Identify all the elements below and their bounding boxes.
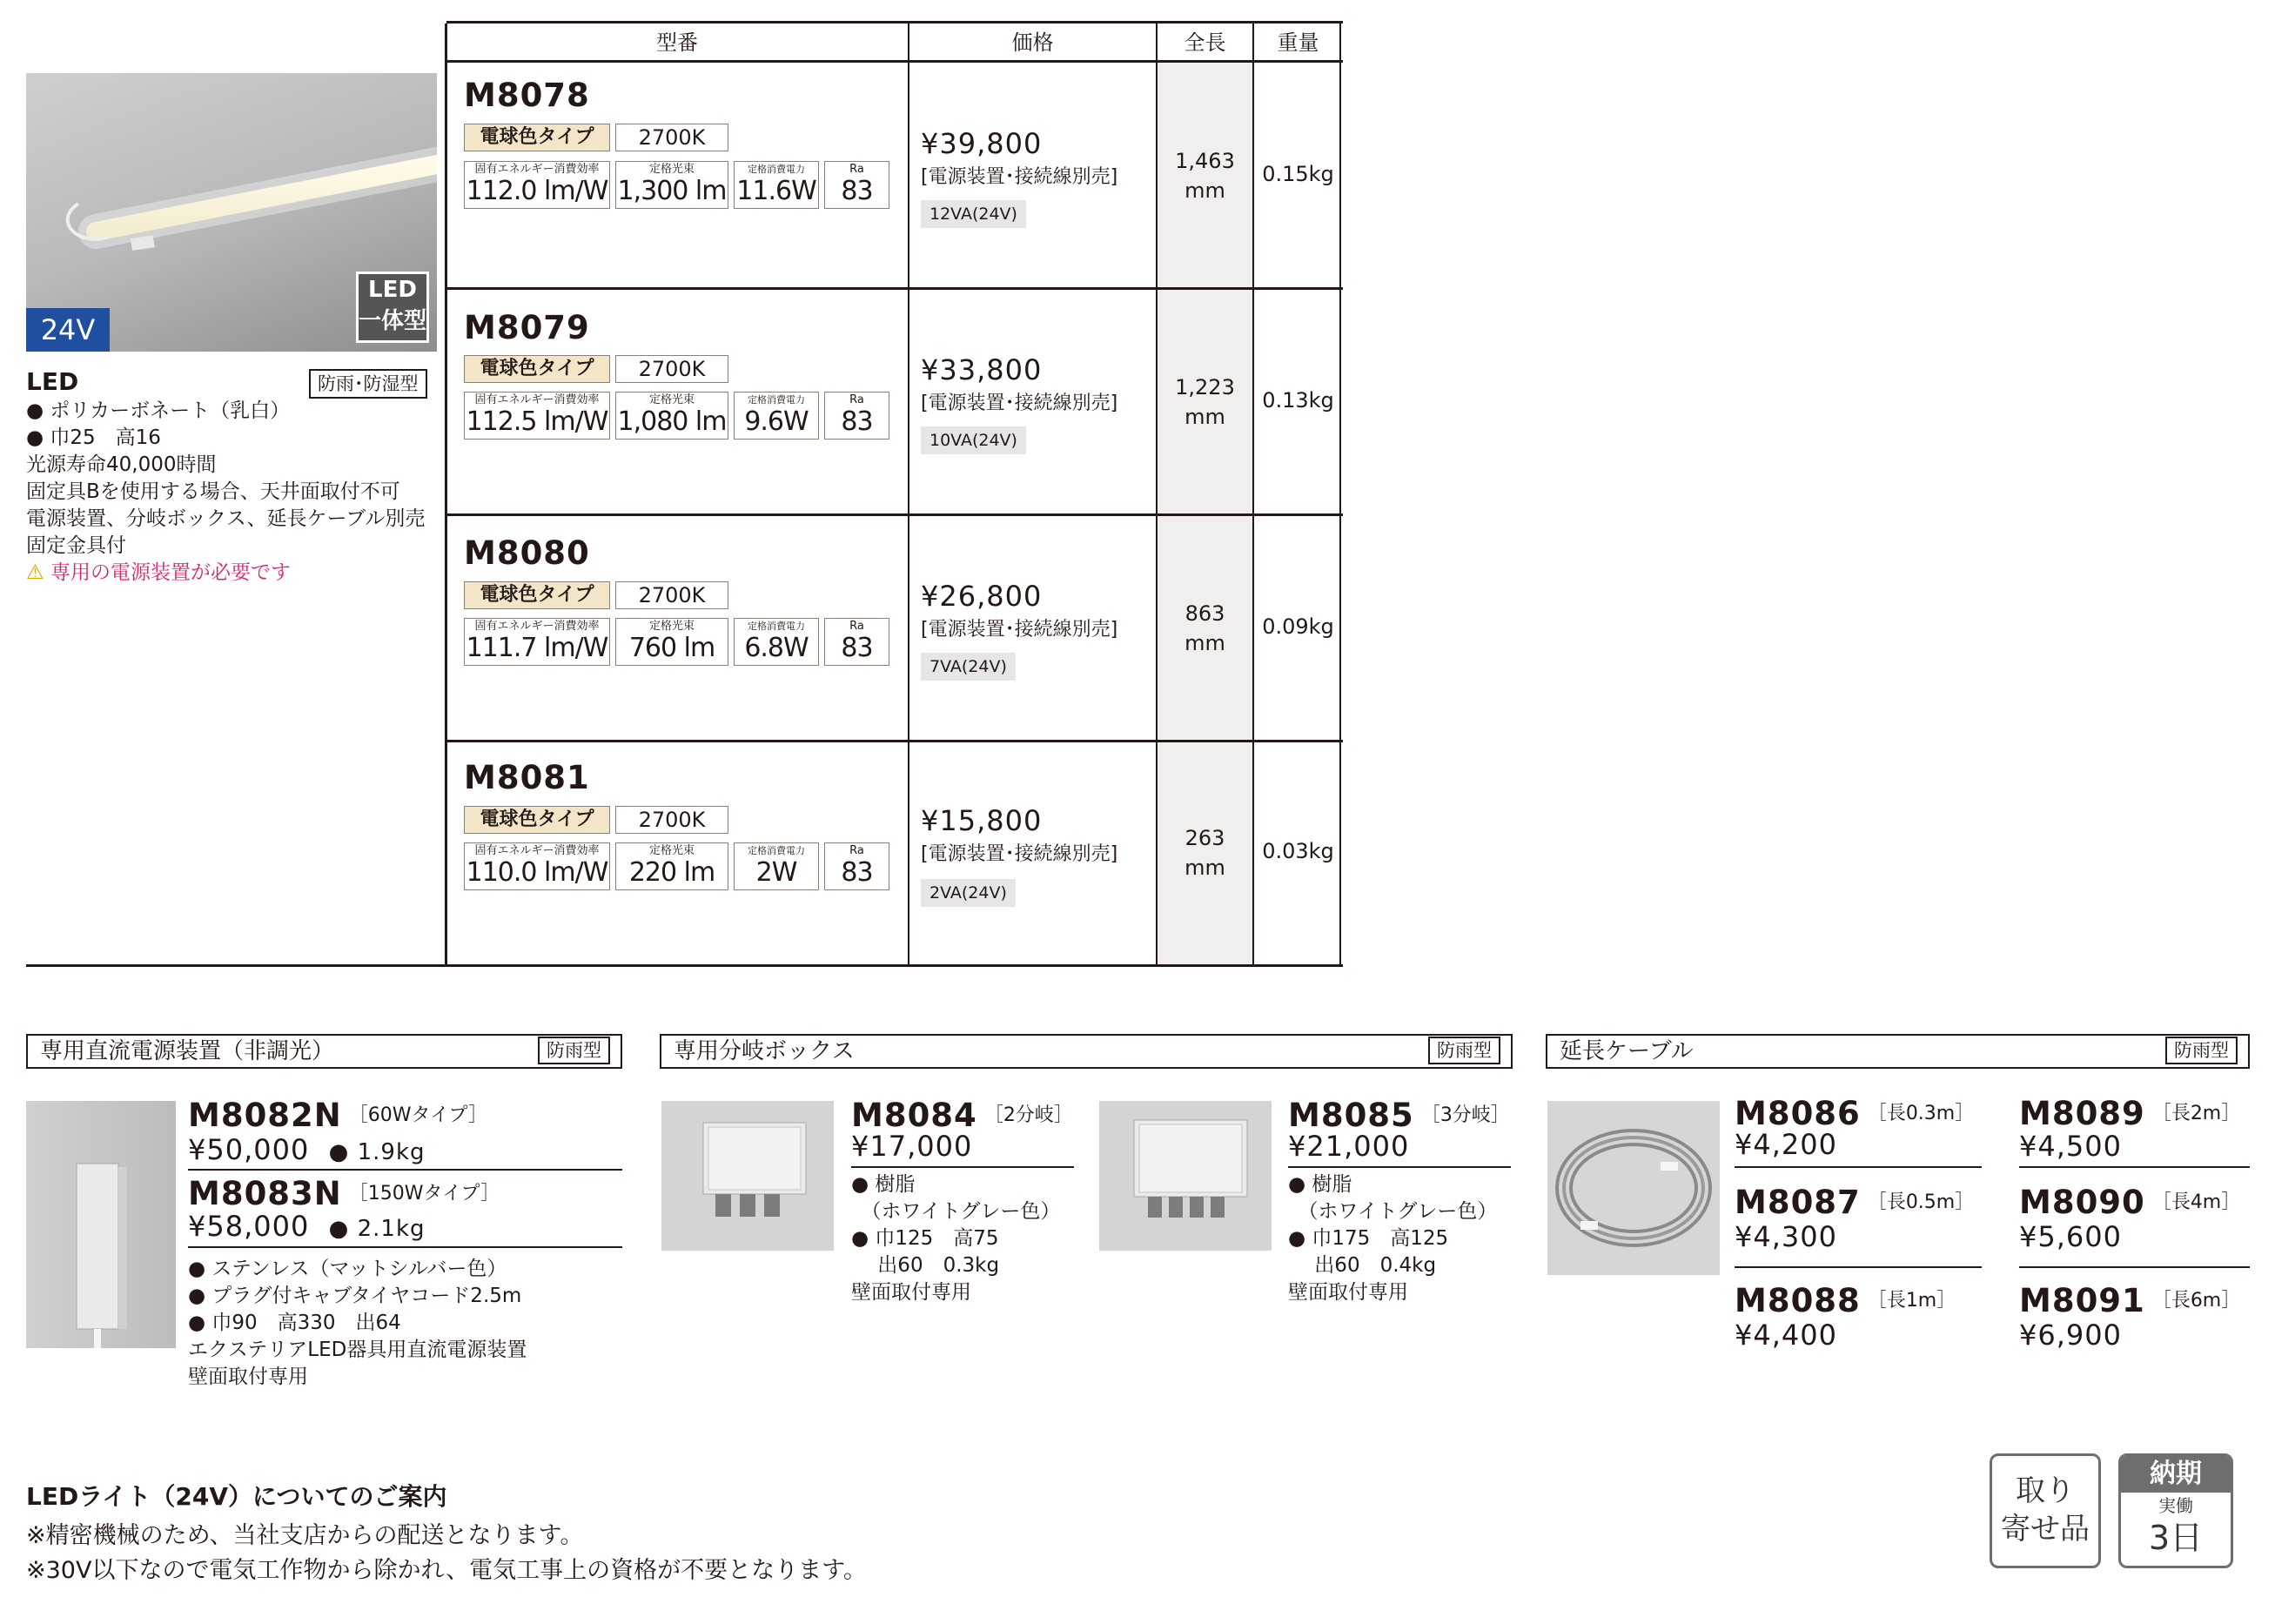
flux-value: 1,080 lm [617, 406, 727, 437]
accessory-price-line [188, 1210, 426, 1243]
section-title: 専用直流電源装置（非調光） [40, 1038, 335, 1064]
ra-value: 83 [841, 633, 873, 663]
product-spec-line: ● ポリカーボネート（乳白） [26, 399, 291, 422]
header-length: 全長 [1184, 30, 1226, 55]
power-box [734, 161, 819, 209]
warning-note [26, 560, 291, 587]
waterproof-tag: 防雨型 [1428, 1037, 1500, 1064]
accessory-model [1735, 1184, 1974, 1221]
flux-box [615, 618, 728, 666]
divider [851, 1166, 1074, 1168]
power-box [734, 842, 819, 890]
branch-box-header [660, 1034, 1513, 1069]
color-temp-badge: 2700K [615, 355, 728, 383]
accessory-model [1288, 1097, 1510, 1134]
accessory-model [188, 1097, 487, 1134]
flux-box [615, 161, 728, 209]
accessory-model [2019, 1184, 2240, 1221]
power-box [734, 618, 819, 666]
header-price: 価格 [1011, 30, 1054, 55]
branch-box-photo [1099, 1101, 1272, 1251]
price-note: [電源装置･接続線別売] [921, 619, 1118, 641]
model-sub: ［60Wタイプ］ [348, 1104, 488, 1126]
ra-label: Ra [849, 163, 864, 176]
weight-value: 0.03kg [1262, 839, 1334, 863]
power-value: 9.6W [744, 406, 809, 437]
ra-label: Ra [849, 844, 864, 857]
row-separator [446, 513, 1343, 516]
ra-box [824, 842, 889, 890]
accessory-model [2019, 1282, 2240, 1319]
price: ¥4,400 [1735, 1319, 1837, 1352]
price: ¥15,800 [921, 804, 1043, 837]
price: ¥21,000 [1288, 1130, 1410, 1163]
divider [1735, 1166, 1982, 1168]
cable-photo [1547, 1101, 1720, 1275]
power-supply-illustration [26, 1101, 176, 1348]
efficiency-label: 固有エネルギー消費効率 [474, 393, 600, 406]
footer-note: ※精密機械のため、当社支店からの配送となります。 [26, 1522, 584, 1549]
warning-text: 専用の電源装置が必要です [50, 561, 291, 584]
power-label: 定格消費電力 [748, 164, 805, 175]
efficiency-value: 112.0 lm/W [466, 176, 608, 206]
divider [188, 1169, 622, 1171]
price-note: [電源装置･接続線別売] [921, 843, 1118, 865]
led-badge-line1: LED [368, 277, 417, 303]
accessory-model [851, 1097, 1073, 1134]
header-weight: 重量 [1277, 30, 1319, 55]
length-value [1157, 599, 1253, 658]
row-separator [446, 287, 1343, 290]
power-box [734, 392, 819, 440]
color-temp-badge: 2700K [615, 581, 728, 609]
coiled-cable-illustration [1547, 1101, 1720, 1275]
power-value: 2W [755, 857, 797, 888]
model-number: M8088 [1735, 1282, 1861, 1319]
model-number: M8086 [1735, 1095, 1861, 1132]
flux-label: 定格光束 [648, 163, 695, 176]
efficiency-label: 固有エネルギー消費効率 [474, 844, 600, 857]
accessory-price-line [188, 1133, 426, 1166]
weight-value: 0.13kg [1262, 388, 1334, 413]
spec-line: ● ステンレス（マットシルバー色） [188, 1258, 507, 1280]
price: ¥50,000 [188, 1133, 310, 1166]
length-number: 263 [1184, 826, 1225, 850]
price: ¥17,000 [851, 1130, 973, 1163]
length-unit: mm [1184, 856, 1225, 880]
footer-note: ※30V以下なので電気工作物から除かれ、電気工事上の資格が不要となります。 [26, 1557, 867, 1584]
model-sub: ［長1m］ [1867, 1290, 1956, 1312]
length-value [1157, 146, 1253, 205]
table-bottom-rule [26, 964, 1343, 967]
price: ¥58,000 [188, 1210, 310, 1243]
model-sub: ［長0.5m］ [1867, 1191, 1975, 1213]
voltage-badge: 24V [26, 308, 110, 352]
efficiency-box [464, 161, 610, 209]
row-separator [446, 740, 1343, 742]
model-sub: ［2分岐］ [983, 1104, 1073, 1126]
va-badge: 7VA(24V) [921, 653, 1016, 681]
spec-line: （ホワイトグレー色） [851, 1200, 1061, 1223]
length-unit: mm [1184, 178, 1225, 203]
model-sub: ［3分岐］ [1420, 1104, 1510, 1126]
power-value: 11.6W [736, 176, 816, 206]
model-number: M8085 [1288, 1097, 1414, 1134]
divider [2019, 1266, 2250, 1268]
model-number: M8083N [188, 1175, 342, 1212]
model-number: M8079 [464, 309, 590, 346]
power-supply-photo [26, 1101, 176, 1348]
product-title: LED [26, 367, 79, 396]
flux-value: 760 lm [628, 633, 715, 663]
spec-line: 出60 0.3kg [851, 1254, 1000, 1277]
price: ¥39,800 [921, 127, 1043, 160]
ra-label: Ra [849, 620, 864, 633]
power-label: 定格消費電力 [748, 621, 805, 632]
waterproof-tag: 防雨型 [2165, 1037, 2238, 1064]
efficiency-value: 111.7 lm/W [466, 633, 608, 663]
ra-value: 83 [841, 857, 873, 888]
length-unit: mm [1184, 631, 1225, 655]
pickup-line2: 寄せ品 [2001, 1512, 2090, 1547]
price: ¥4,200 [1735, 1128, 1837, 1161]
delivery-small: 実働 [2158, 1495, 2193, 1516]
length-number: 1,463 [1175, 149, 1235, 173]
spec-line: エクステリアLED器具用直流電源装置 [188, 1339, 527, 1361]
spec-line: 壁面取付専用 [851, 1281, 971, 1304]
spec-line: ● 巾90 高330 出64 [188, 1312, 401, 1334]
efficiency-box [464, 392, 610, 440]
efficiency-value: 110.0 lm/W [466, 857, 608, 888]
divider [1288, 1166, 1511, 1168]
price: ¥33,800 [921, 353, 1043, 386]
product-spec-line: 光源寿命40,000時間 [26, 453, 217, 476]
junction-box-illustration [661, 1101, 834, 1251]
efficiency-box [464, 842, 610, 890]
model-number: M8081 [464, 759, 590, 796]
flux-box [615, 392, 728, 440]
spec-line: 出60 0.4kg [1288, 1254, 1437, 1277]
table-top-rule [446, 21, 1343, 23]
header-model: 型番 [656, 30, 698, 55]
ra-value: 83 [841, 406, 873, 437]
type-badge: 電球色タイプ [464, 581, 610, 609]
spec-line: ● プラグ付キャブタイヤコード2.5m [188, 1285, 522, 1307]
efficiency-label: 固有エネルギー消費効率 [474, 163, 600, 176]
efficiency-value: 112.5 lm/W [466, 406, 608, 437]
ra-box [824, 392, 889, 440]
model-number: M8080 [464, 534, 590, 572]
warning-icon: ⚠ [26, 561, 44, 584]
model-sub: ［150Wタイプ］ [348, 1183, 500, 1205]
accessory-model [1735, 1282, 1956, 1319]
ra-value: 83 [841, 176, 873, 206]
va-badge: 10VA(24V) [921, 426, 1026, 454]
weight-value: 0.15kg [1262, 162, 1334, 186]
power-value: 6.8W [744, 633, 809, 663]
power-supply-header [26, 1034, 622, 1069]
spec-line: 壁面取付専用 [1288, 1281, 1408, 1304]
table-vline [908, 23, 909, 966]
power-label: 定格消費電力 [748, 394, 805, 406]
section-title: 専用分岐ボックス [674, 1038, 855, 1064]
length-value [1157, 372, 1253, 432]
model-sub: ［長0.3m］ [1867, 1103, 1975, 1124]
model-number: M8078 [464, 77, 590, 114]
junction-box-illustration [1099, 1101, 1272, 1251]
footer-title: LEDライト（24V）についてのご案内 [26, 1482, 447, 1511]
accessory-model [1735, 1095, 1974, 1132]
divider [2019, 1166, 2250, 1168]
va-badge: 12VA(24V) [921, 200, 1026, 228]
price-note: [電源装置･接続線別売] [921, 393, 1118, 414]
waterproof-tag: 防雨型 [538, 1037, 610, 1064]
flux-value: 1,300 lm [617, 176, 727, 206]
price: ¥6,900 [2019, 1319, 2122, 1352]
color-temp-badge: 2700K [615, 806, 728, 834]
branch-box-photo [661, 1101, 834, 1251]
accessory-model [2019, 1095, 2240, 1132]
section-title: 延長ケーブル [1560, 1038, 1694, 1064]
flux-label: 定格光束 [648, 620, 695, 633]
spec-line: （ホワイトグレー色） [1288, 1200, 1498, 1223]
spec-line: 壁面取付専用 [188, 1366, 308, 1388]
cable-header [1546, 1034, 2250, 1069]
waterproof-tag: 防雨･防湿型 [309, 369, 427, 399]
accessory-model [188, 1175, 500, 1212]
price: ¥4,300 [1735, 1220, 1837, 1253]
divider [1735, 1266, 1982, 1268]
length-unit: mm [1184, 405, 1225, 429]
price: ¥26,800 [921, 580, 1043, 613]
model-number: M8082N [188, 1097, 342, 1134]
type-badge: 電球色タイプ [464, 806, 610, 834]
flux-label: 定格光束 [648, 393, 695, 406]
power-label: 定格消費電力 [748, 845, 805, 856]
product-spec-line: ● 巾25 高16 [26, 426, 161, 449]
model-number: M8089 [2019, 1095, 2145, 1132]
spec-line: ● 巾175 高125 [1288, 1227, 1449, 1250]
led-badge-line2: 一体型 [359, 308, 427, 334]
weight: ● 2.1kg [328, 1216, 426, 1242]
delivery-days: 3日 [2148, 1519, 2204, 1557]
spec-line: ● 樹脂 [851, 1173, 916, 1196]
ra-box [824, 161, 889, 209]
type-badge: 電球色タイプ [464, 124, 610, 151]
pickup-line1: 取り [2016, 1473, 2075, 1508]
efficiency-box [464, 618, 610, 666]
model-sub: ［長4m］ [2151, 1191, 2241, 1213]
model-number: M8084 [851, 1097, 977, 1134]
weight: ● 1.9kg [328, 1139, 426, 1165]
model-number: M8087 [1735, 1184, 1861, 1221]
led-integrated-badge [356, 272, 429, 343]
delivery-badge [2118, 1453, 2233, 1568]
length-number: 1,223 [1175, 375, 1235, 399]
length-value [1157, 823, 1253, 882]
color-temp-badge: 2700K [615, 124, 728, 151]
delivery-head: 納期 [2121, 1456, 2231, 1493]
efficiency-label: 固有エネルギー消費効率 [474, 620, 600, 633]
va-badge: 2VA(24V) [921, 879, 1016, 907]
ra-label: Ra [849, 393, 864, 406]
spec-line: ● 樹脂 [1288, 1173, 1352, 1196]
model-sub: ［長2m］ [2151, 1103, 2241, 1124]
flux-label: 定格光束 [648, 844, 695, 857]
product-spec-line: 固定具Bを使用する場合、天井面取付不可 [26, 480, 400, 503]
divider [188, 1246, 622, 1248]
weight-value: 0.09kg [1262, 614, 1334, 639]
length-number: 863 [1184, 601, 1225, 626]
table-vline [445, 23, 447, 966]
flux-box [615, 842, 728, 890]
ra-box [824, 618, 889, 666]
type-badge: 電球色タイプ [464, 355, 610, 383]
price: ¥4,500 [2019, 1130, 2122, 1163]
product-spec-line: 電源装置、分岐ボックス、延長ケーブル別売 [26, 507, 426, 530]
price-note: [電源装置･接続線別売] [921, 166, 1118, 188]
model-number: M8091 [2019, 1282, 2145, 1319]
flux-value: 220 lm [628, 857, 715, 888]
pickup-badge [1990, 1453, 2101, 1568]
model-sub: ［長6m］ [2151, 1290, 2241, 1312]
product-spec-line: 固定金具付 [26, 534, 126, 557]
spec-line: ● 巾125 高75 [851, 1227, 999, 1250]
price: ¥5,600 [2019, 1220, 2122, 1253]
model-number: M8090 [2019, 1184, 2145, 1221]
